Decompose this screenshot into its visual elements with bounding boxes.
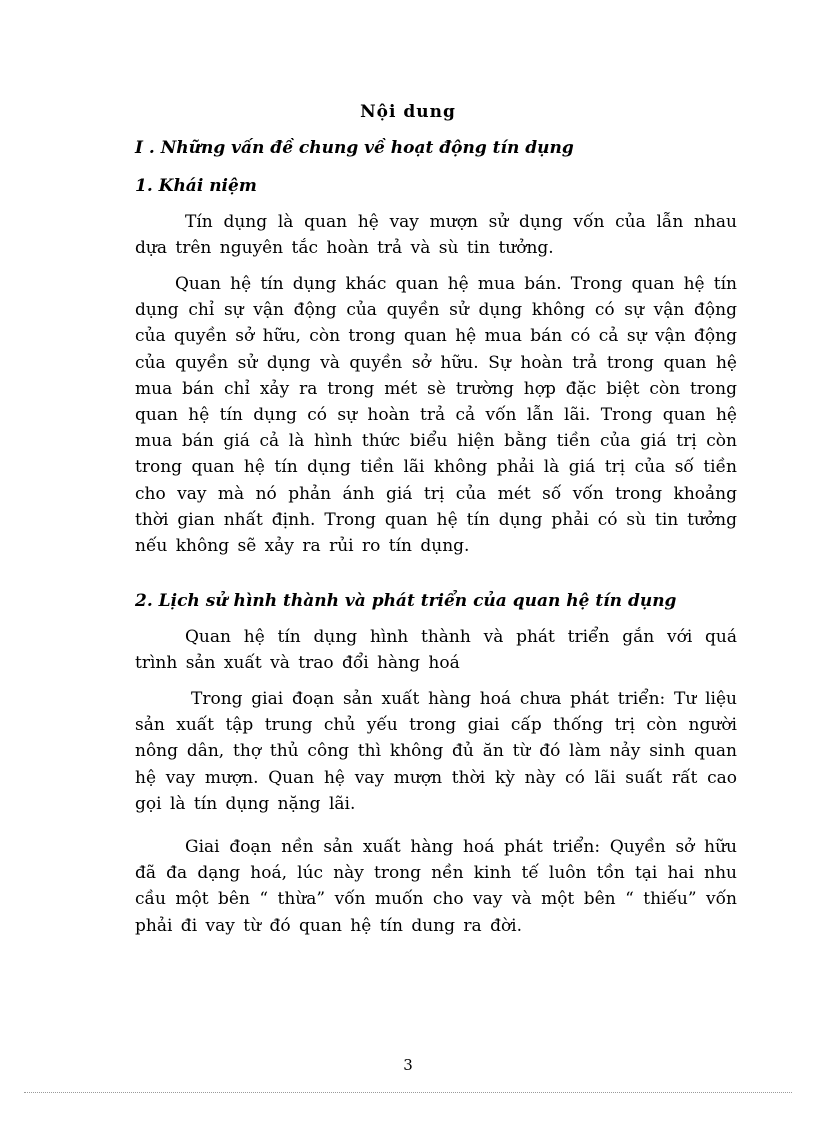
- page-number: 3: [403, 1056, 413, 1074]
- paragraph-2: Quan hệ tín dụng khác quan hệ mua bán. Trong quan hệ tín dụng chỉ sự vận động của quyền sử dụng không có sự vận động của quyền sở hữu, còn trong quan hệ mua bán có cả sự vận động của quyền sử dụng và quyền sở hữu. Sự hoàn trả trong quan hệ mua bán chỉ xảy ra trong mét sè trường hợp đặc biệt còn trong quan hệ tín dụng có sự hoàn trả cả vốn lẫn lãi. Trong quan hệ mua bán giá cả là hình thức biểu hiện bằng tiền của giá trị còn trong quan hệ tín dụng tiền lãi không phải là giá trị của số tiền cho vay mà nó phản ánh giá trị của mét số vốn trong khoảng thời gian nhất định. Trong quan hệ tín dụng phải có sù tin tưởng nếu không sẽ xảy ra rủi ro tín dụng.: [135, 274, 737, 557]
- paragraph-1: Tín dụng là quan hệ vay mượn sử dụng vốn của lẫn nhau dựa trên nguyên tắc hoàn trả và sù tin tưởng.: [135, 212, 737, 259]
- paragraph-4: Trong giai đoạn sản xuất hàng hoá chưa phát triển: Tư liệu sản xuất tập trung chủ yếu trong giai cấp thống trị còn người nông dân, thợ thủ công thì không đủ ăn từ đó làm nảy sinh quan hệ vay mượn. Quan hệ vay mượn thời kỳ này có lãi suất rất cao gọi là tín dụng nặng lãi.: [135, 689, 737, 814]
- paragraph-5: Giai đoạn nền sản xuất hàng hoá phát triển: Quyền sở hữu đã đa dạng hoá, lúc này trong nền kinh tế luôn tồn tại hai nhu cầu một bên “ thừa” vốn muốn cho vay và một bên “ thiếu” vốn phải đi vay từ đó quan hệ tín dung ra đời.: [135, 837, 737, 936]
- paragraph-3: Quan hệ tín dụng hình thành và phát triển gắn với quá trình sản xuất và trao đổi hàng hoá: [135, 627, 737, 674]
- section-heading: I . Những vấn đề chung về hoạt động tín dụng: [135, 138, 574, 158]
- document-title: Nội dung: [360, 102, 456, 122]
- subsection-heading-1: 1. Khái niệm: [135, 176, 257, 196]
- subsection-heading-2: 2. Lịch sử hình thành và phát triển của quan hệ tín dụng: [135, 591, 677, 611]
- page-bottom-divider: [24, 1092, 792, 1093]
